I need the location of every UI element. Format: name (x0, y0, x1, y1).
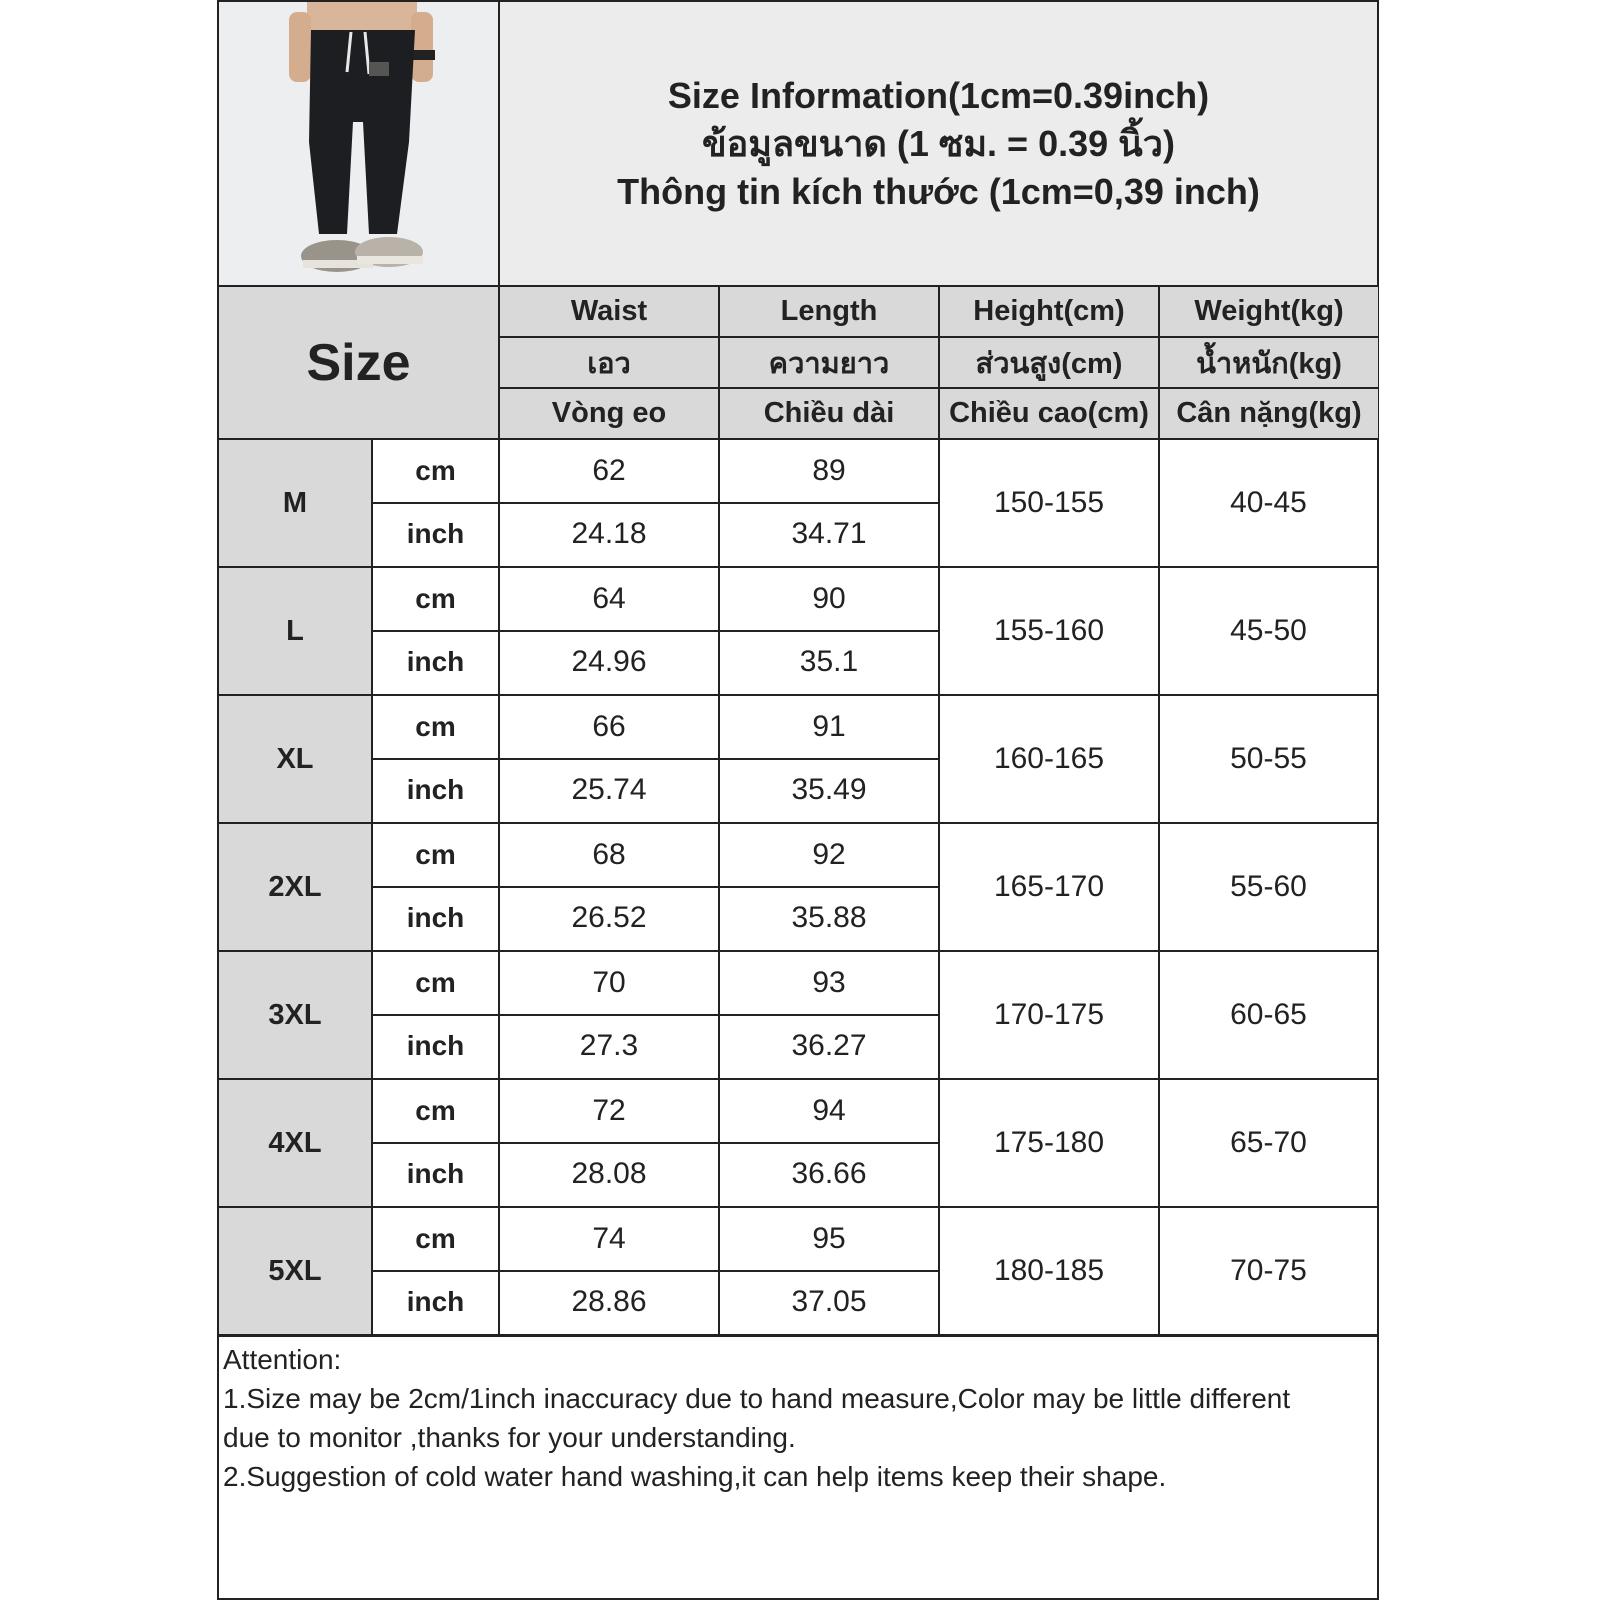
waist-cm-value: 66 (500, 696, 718, 758)
unit-cm: cm (373, 568, 498, 630)
column-border (1158, 287, 1160, 1335)
unit-inch: inch (373, 1016, 498, 1076)
size-label: 2XL (219, 824, 371, 950)
header-line-en: Size Information(1cm=0.39inch) (667, 74, 1210, 116)
size-label: 4XL (219, 1080, 371, 1206)
size-column-header: Size (219, 287, 498, 438)
waist-inch-value: 27.3 (500, 1016, 718, 1076)
length-cm-value: 89 (720, 440, 938, 502)
waist-inch-value: 25.74 (500, 760, 718, 820)
weight-range-value: 45-50 (1160, 568, 1377, 694)
length-cm-value: 94 (720, 1080, 938, 1142)
unit-cm: cm (373, 696, 498, 758)
unit-inch: inch (373, 632, 498, 692)
column-header-3-th: น้ำหนัก(kg) (1160, 338, 1378, 387)
height-range-value: 175-180 (940, 1080, 1158, 1206)
header-row-border (500, 336, 1377, 338)
length-inch-value: 35.88 (720, 888, 938, 948)
notes-title: Attention: (223, 1344, 342, 1375)
waist-cm-value: 62 (500, 440, 718, 502)
height-range-value: 165-170 (940, 824, 1158, 950)
unit-split-border (373, 758, 940, 760)
column-header-3-vi: Cân nặng(kg) (1160, 389, 1378, 438)
header-line-th: ข้อมูลขนาด (1 ซม. = 0.39 นิ้ว) (702, 122, 1175, 164)
unit-inch: inch (373, 888, 498, 948)
weight-range-value: 65-70 (1160, 1080, 1377, 1206)
column-header-2-th: ส่วนสูง(cm) (940, 338, 1158, 387)
height-range-value: 180-185 (940, 1208, 1158, 1334)
border-notes (217, 1335, 1379, 1337)
waist-inch-value: 24.96 (500, 632, 718, 692)
column-header-0-th: เอว (500, 338, 718, 387)
weight-range-value: 50-55 (1160, 696, 1377, 822)
size-label: 5XL (219, 1208, 371, 1334)
length-cm-value: 90 (720, 568, 938, 630)
notes-line-1: 1.Size may be 2cm/1inch inaccuracy due to hand measure,Color may be little different (223, 1383, 1291, 1414)
unit-split-border (373, 886, 940, 888)
length-inch-value: 34.71 (720, 504, 938, 564)
length-inch-value: 35.1 (720, 632, 938, 692)
column-header-2-en: Height(cm) (940, 287, 1158, 336)
weight-range-value: 60-65 (1160, 952, 1377, 1078)
product-photo (219, 2, 498, 285)
waist-inch-value: 28.08 (500, 1144, 718, 1204)
header-line-vi: Thông tin kích thước (1cm=0,39 inch) (617, 170, 1260, 212)
column-header-1-en: Length (720, 287, 938, 336)
length-inch-value: 36.27 (720, 1016, 938, 1076)
waist-inch-value: 24.18 (500, 504, 718, 564)
height-range-value: 150-155 (940, 440, 1158, 566)
unit-cm: cm (373, 440, 498, 502)
size-label: XL (219, 696, 371, 822)
waist-inch-value: 26.52 (500, 888, 718, 948)
size-information-header (500, 2, 1377, 285)
unit-split-border (373, 1014, 940, 1016)
unit-cm: cm (373, 952, 498, 1014)
waist-inch-value: 28.86 (500, 1272, 718, 1332)
header-row-border (500, 387, 1377, 389)
column-header-0-vi: Vòng eo (500, 389, 718, 438)
column-header-3-en: Weight(kg) (1160, 287, 1378, 336)
unit-split-border (373, 1270, 940, 1272)
size-label: M (219, 440, 371, 566)
length-inch-value: 36.66 (720, 1144, 938, 1204)
unit-inch: inch (373, 1144, 498, 1204)
weight-range-value: 55-60 (1160, 824, 1377, 950)
attention-notes (223, 1340, 1373, 1496)
column-header-2-vi: Chiều cao(cm) (940, 389, 1158, 438)
column-header-1-vi: Chiều dài (720, 389, 938, 438)
waist-cm-value: 70 (500, 952, 718, 1014)
length-cm-value: 95 (720, 1208, 938, 1270)
waist-cm-value: 64 (500, 568, 718, 630)
unit-split-border (373, 630, 940, 632)
unit-inch: inch (373, 504, 498, 564)
height-range-value: 170-175 (940, 952, 1158, 1078)
column-border (498, 287, 500, 1335)
length-cm-value: 91 (720, 696, 938, 758)
notes-line-3: 2.Suggestion of cold water hand washing,it can help items keep their shape. (223, 1461, 1167, 1492)
notes-line-2: due to monitor ,thanks for your understanding. (223, 1422, 796, 1453)
weight-range-value: 40-45 (1160, 440, 1377, 566)
border-top (217, 0, 1379, 2)
unit-cm: cm (373, 1080, 498, 1142)
column-border (371, 440, 373, 1335)
column-header-0-en: Waist (500, 287, 718, 336)
size-label: L (219, 568, 371, 694)
unit-cm: cm (373, 1208, 498, 1270)
length-cm-value: 93 (720, 952, 938, 1014)
waist-cm-value: 72 (500, 1080, 718, 1142)
unit-inch: inch (373, 760, 498, 820)
waist-cm-value: 74 (500, 1208, 718, 1270)
height-range-value: 160-165 (940, 696, 1158, 822)
length-inch-value: 37.05 (720, 1272, 938, 1332)
unit-cm: cm (373, 824, 498, 886)
column-border (938, 287, 940, 1335)
waist-cm-value: 68 (500, 824, 718, 886)
column-header-1-th: ความยาว (720, 338, 938, 387)
column-border (718, 287, 720, 1335)
weight-range-value: 70-75 (1160, 1208, 1377, 1334)
unit-split-border (373, 502, 940, 504)
height-range-value: 155-160 (940, 568, 1158, 694)
unit-inch: inch (373, 1272, 498, 1332)
size-label: 3XL (219, 952, 371, 1078)
pants-model-icon (219, 2, 498, 285)
unit-split-border (373, 1142, 940, 1144)
length-inch-value: 35.49 (720, 760, 938, 820)
length-cm-value: 92 (720, 824, 938, 886)
